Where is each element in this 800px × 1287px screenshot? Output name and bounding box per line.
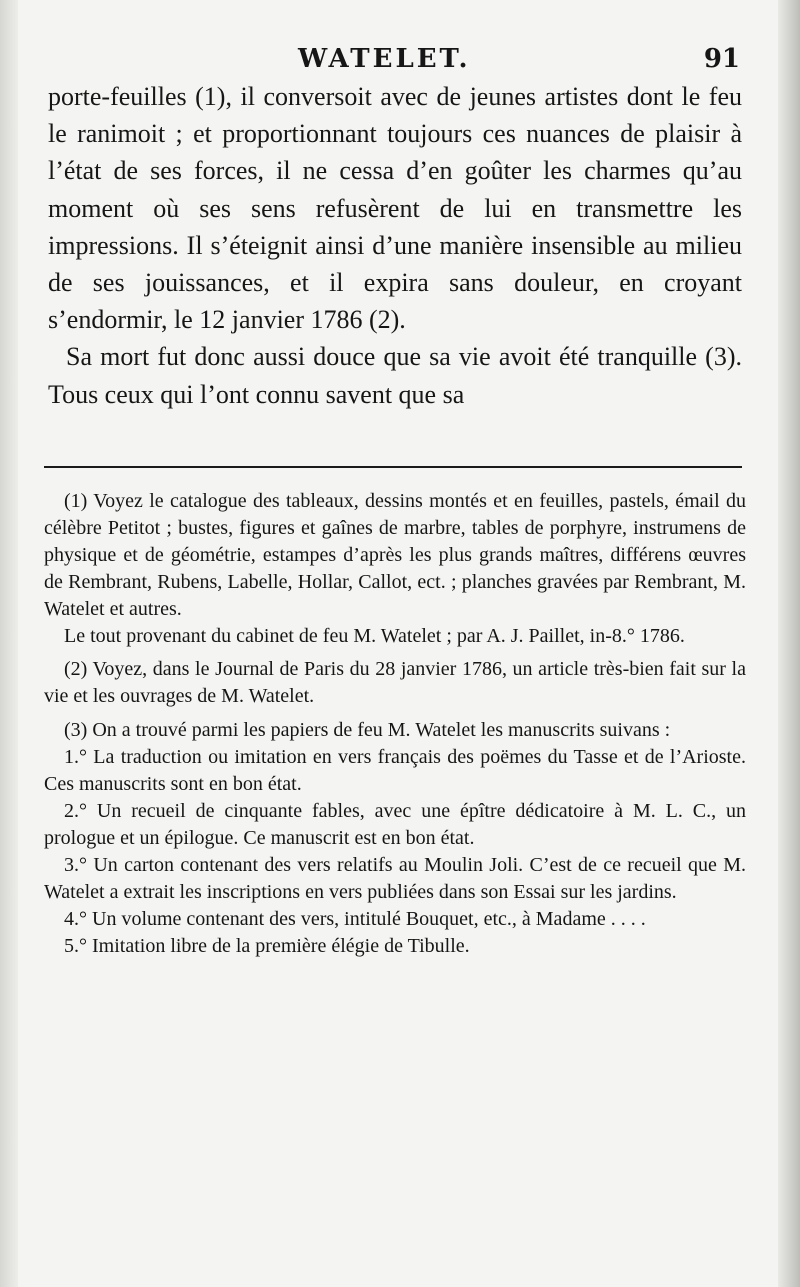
body-paragraph-2: Sa mort fut donc aussi douce que sa vie avoit été tranquille (3). Tous ceux qui l’ont connu savent que sa — [48, 342, 742, 409]
page-number: 91 — [703, 44, 740, 74]
page-right-edge — [778, 0, 800, 1287]
running-head: WATELET. — [298, 44, 471, 74]
body-paragraph-1: porte-feuilles (1), il conversoit avec de jeunes artistes dont le feu le ranimoit ; et proportionnant toujours ces nuances de plaisir à l’état de ses forces, il ne cessa d’en goûter les charmes qu’au moment où ses sens refusèrent de lui en transmettre les impressions. Il s’éteignit ainsi d’une manière insensible au milieu de ses jouissances, et il expira sans douleur, en croyant s’endormir, le 12 janvier 1786 (2). — [48, 82, 742, 335]
footnotes — [44, 488, 746, 959]
page-header — [48, 44, 740, 80]
footnote-1-continuation: Le tout provenant du cabinet de feu M. Watelet ; par A. J. Paillet, in-8.° 1786. — [64, 624, 685, 647]
manuscript-item-3: 3.° Un carton contenant des vers relatifs au Moulin Joli. C’est de ce recueil que M. Watelet a extrait les inscriptions en vers publiées dans son Essai sur les jardins. — [44, 853, 746, 903]
manuscript-item-5: 5.° Imitation libre de la première élégie de Tibulle. — [64, 934, 470, 957]
manuscript-item-2: 2.° Un recueil de cinquante fables, avec une épître dédicatoire à M. L. C., un prologue et un épilogue. Ce manuscrit est en bon état. — [44, 799, 746, 849]
footnote-1: (1) Voyez le catalogue des tableaux, dessins montés et en feuilles, pastels, émail du célèbre Petitot ; bustes, figures et gaînes de marbre, tables de porphyre, instrumens de physique et de géométrie, estampes d’après les plus grands maîtres, différens œuvres de Rembrant, Rubens, Labelle, Hollar, Callot, ect. ; planches gravées par Rembrant, M. Watelet et autres. — [44, 490, 746, 620]
footnote-separator — [44, 466, 742, 468]
manuscript-item-4: 4.° Un volume contenant des vers, intitulé Bouquet, etc., à Madame . . . . — [64, 907, 646, 930]
footnote-2: (2) Voyez, dans le Journal de Paris du 28 janvier 1786, un article très-bien fait sur la vie et les ouvrages de M. Watelet. — [44, 658, 746, 708]
footnote-3: (3) On a trouvé parmi les papiers de feu M. Watelet les manuscrits suivans : — [64, 719, 671, 742]
manuscript-item-1: 1.° La traduction ou imitation en vers français des poëmes du Tasse et de l’Arioste. Ces manuscrits sont en bon état. — [44, 746, 746, 796]
page-left-edge — [0, 0, 18, 1287]
main-text — [48, 78, 742, 413]
